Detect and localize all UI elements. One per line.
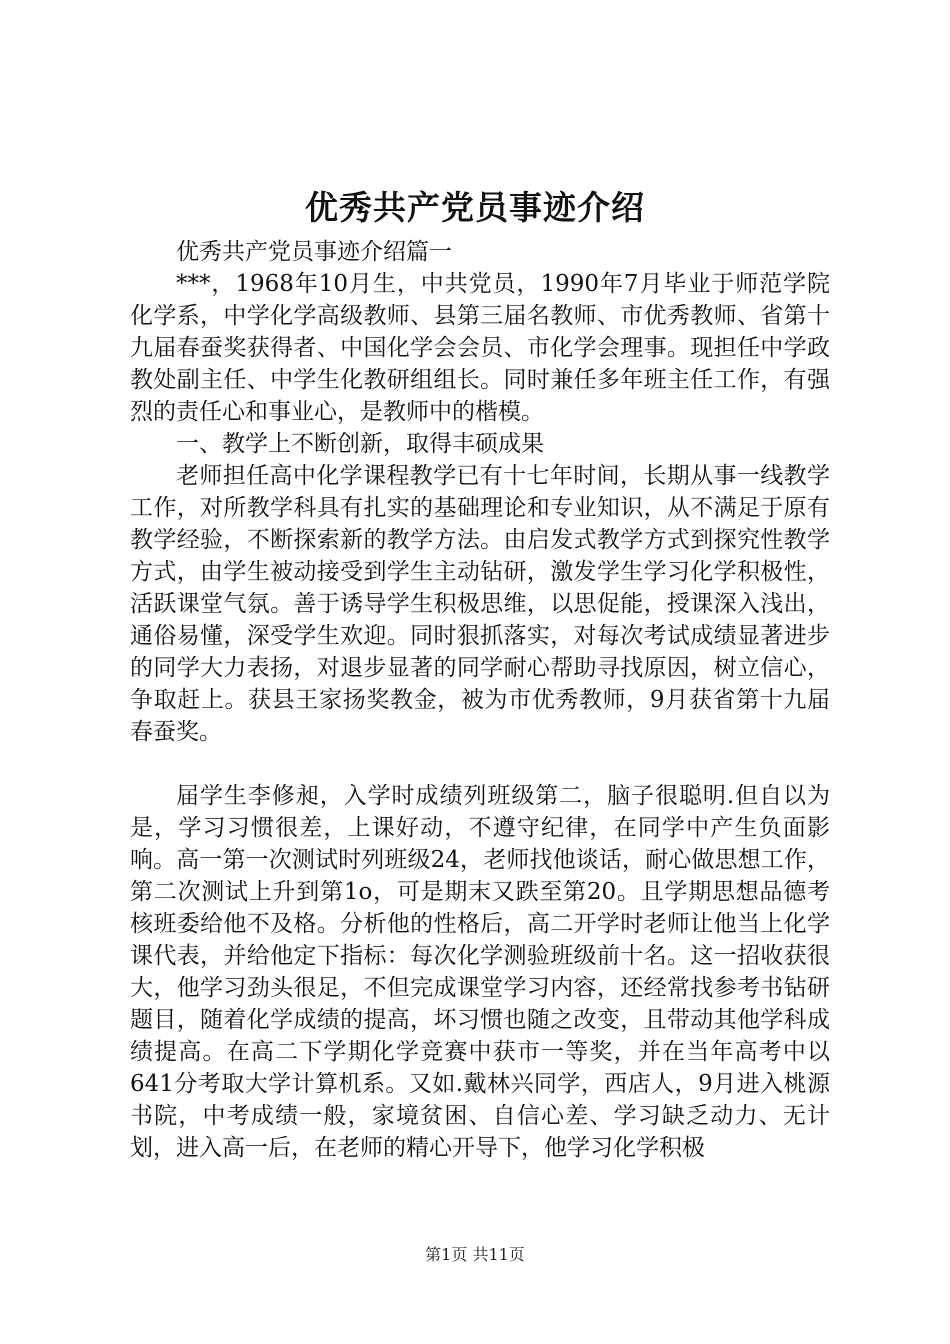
- section-heading: 一、教学上不断创新，取得丰硕成果: [176, 431, 544, 457]
- intro-paragraph: ***，1968年10月生，中共党员，1990年7月毕业于师范学院化学系，中学化学高级教师、县第三届名教师、市优秀教师、省第十九届春蚕奖获得者、中国化学会会员、市化学会理事。现担任中学政教处副主任、中学生化教研组组长。同时兼任多年班主任工作，有强烈的责任心和事业心，是教师中的楷模。: [130, 271, 830, 425]
- document-title: 优秀共产党员事迹介绍: [305, 188, 645, 227]
- page-footer: 第1页 共11页: [425, 1245, 525, 1264]
- document-body: [130, 236, 830, 1164]
- subtitle-paragraph: 优秀共产党员事迹介绍篇一: [176, 239, 452, 265]
- teaching-paragraph: 老师担任高中化学课程教学已有十七年时间，长期从事一线教学工作，对所教学科具有扎实的基础理论和专业知识，从不满足于原有教学经验，不断探索新的教学方法。由启发式教学方式到探究性教学方式，由学生被动接受到学生主动钻研，激发学生学习化学积极性，活跃课堂气氛。善于诱导学生积极思维，以思促能，授课深入浅出，通俗易懂，深受学生欢迎。同时狠抓落实，对每次考试成绩显著进步的同学大力表扬，对退步显著的同学耐心帮助寻找原因，树立信心，争取赶上。获县王家扬奖教金，被为市优秀教师，9月获省第十九届春蚕奖。: [130, 463, 830, 745]
- student-example-paragraph: 届学生李修昶，入学时成绩列班级第二，脑子很聪明.但自以为是，学习习惯很差，上课好动，不遵守纪律，在同学中产生负面影响。高一第一次测试时列班级24，老师找他谈话，耐心做思想工作，第二次测试上升到第1o，可是期末又跌至第20。且学期思想品德考核班委给他不及格。分析他的性格后，高二开学时老师让他当上化学课代表，并给他定下指标：每次化学测验班级前十名。这一招收获很大，他学习劲头很足，不但完成课堂学习内容，还经常找参考书钻研题目，随着化学成绩的提高，坏习惯也随之改变，且带动其他学科成绩提高。在高二下学期化学竞赛中获市一等奖，并在当年高考中以641分考取大学计算机系。又如.戴林兴同学，西店人，9月进入桃源书院，中考成绩一般，家境贫困、自信心差、学习缺乏动力、无计划，进入高一后，在老师的精心开导下，他学习化学积极: [130, 783, 830, 1161]
